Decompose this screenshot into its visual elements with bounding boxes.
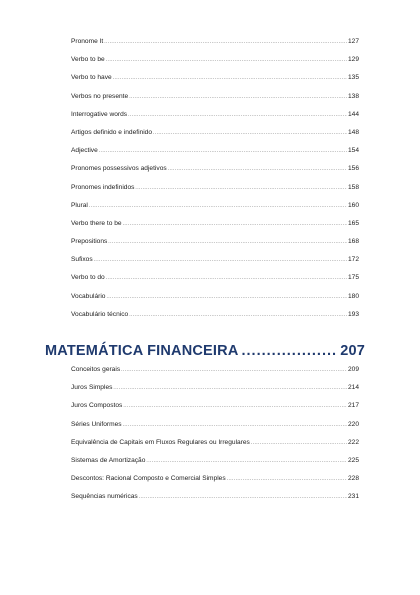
toc-entry[interactable]	[71, 111, 359, 129]
toc-entry-label: Artigos definido e indefinido	[71, 128, 153, 136]
toc-entry[interactable]	[71, 129, 359, 147]
dot-leader	[153, 130, 347, 136]
toc-entry[interactable]	[71, 274, 359, 292]
dot-leader	[106, 275, 347, 281]
dot-leader	[113, 75, 347, 81]
dot-leader	[106, 57, 347, 63]
toc-entry-label: Verbo there to be	[71, 219, 122, 227]
section-title: MATEMÁTICA FINANCEIRA	[45, 343, 239, 359]
dot-leader	[94, 257, 347, 263]
dot-leader	[123, 221, 347, 227]
toc-entry-label: Equivalência de Capitais em Fluxos Regulares ou Irregulares	[71, 438, 250, 446]
toc-entry-page: 228	[347, 475, 359, 483]
toc-entry-label: Conceitos gerais	[71, 366, 121, 373]
toc-entry-page: 165	[347, 219, 359, 227]
toc-entry-label: Sequências numéricas	[71, 493, 138, 501]
toc-entry-label: Descontos: Racional Composto e Comercial Simples	[71, 475, 226, 483]
dot-leader	[242, 343, 338, 359]
dot-leader	[89, 203, 347, 209]
dot-leader	[227, 476, 347, 482]
toc-entry[interactable]	[71, 184, 359, 202]
toc-entry-page: 214	[347, 384, 359, 392]
toc-entry-label: Plural	[71, 201, 88, 209]
toc-entry[interactable]	[71, 366, 359, 384]
toc-entry-label: Pronome It	[71, 38, 104, 45]
toc-list-matematica	[71, 366, 359, 512]
dot-leader	[251, 440, 347, 446]
toc-entry[interactable]	[71, 74, 359, 92]
toc-entry-label: Juros Simples	[71, 384, 113, 392]
dot-leader	[135, 185, 347, 191]
toc-entry-label: Séries Uniformes	[71, 420, 122, 428]
toc-entry-page: 168	[347, 238, 359, 246]
toc-entry[interactable]	[71, 165, 359, 183]
toc-entry[interactable]	[71, 402, 359, 420]
toc-entry-label: Pronomes possessivos adjetivos	[71, 165, 167, 173]
dot-leader	[108, 239, 347, 245]
dot-leader	[106, 294, 347, 300]
toc-entry-label: Sistemas de Amortização	[71, 456, 146, 464]
dot-leader	[99, 148, 347, 154]
toc-entry[interactable]	[71, 56, 359, 74]
toc-entry-label: Interrogative words	[71, 110, 128, 118]
toc-entry-label: Vocabulário técnico	[71, 310, 129, 318]
dot-leader	[146, 458, 347, 464]
toc-entry-label: Verbo to have	[71, 74, 112, 82]
dot-leader	[123, 403, 347, 409]
toc-entry[interactable]	[71, 202, 359, 220]
toc-entry-page: 144	[347, 110, 359, 118]
dot-leader	[104, 39, 347, 45]
dot-leader	[121, 367, 347, 373]
dot-leader	[129, 94, 347, 100]
toc-entry-page: 127	[347, 38, 359, 45]
dot-leader	[123, 422, 347, 428]
toc-entry-page: 222	[347, 438, 359, 446]
section-page-number: 207	[340, 343, 365, 359]
toc-entry-label: Verbos no presente	[71, 92, 129, 100]
toc-entry[interactable]	[71, 439, 359, 457]
toc-entry-page: 175	[347, 274, 359, 282]
toc-entry-page: 220	[347, 420, 359, 428]
toc-entry-page: 129	[347, 56, 359, 64]
toc-entry[interactable]	[71, 220, 359, 238]
toc-entry[interactable]	[71, 93, 359, 111]
toc-entry[interactable]	[71, 384, 359, 402]
toc-entry-label: Verbo to do	[71, 274, 105, 282]
toc-entry[interactable]	[71, 238, 359, 256]
toc-entry-label: Sufixos	[71, 256, 93, 264]
toc-entry[interactable]	[71, 475, 359, 493]
dot-leader	[113, 385, 347, 391]
toc-entry-page: 209	[347, 366, 359, 373]
toc-entry[interactable]	[71, 147, 359, 165]
toc-entry[interactable]	[71, 293, 359, 311]
toc-entry-page: 172	[347, 256, 359, 264]
toc-entry-page: 217	[347, 402, 359, 410]
toc-entry[interactable]	[71, 256, 359, 274]
section-heading[interactable]	[45, 343, 365, 359]
toc-entry-page: 135	[347, 74, 359, 82]
toc-list-english	[71, 38, 359, 329]
toc-entry-page: 156	[347, 165, 359, 173]
toc-entry-page: 138	[347, 92, 359, 100]
toc-entry[interactable]	[71, 311, 359, 329]
toc-entry-label: Pronomes indefinidos	[71, 183, 135, 191]
toc-entry-page: 158	[347, 183, 359, 191]
toc-entry-page: 180	[347, 292, 359, 300]
toc-entry-page: 154	[347, 147, 359, 155]
toc-entry[interactable]	[71, 493, 359, 511]
dot-leader	[128, 112, 347, 118]
toc-entry-label: Verbo to be	[71, 56, 105, 64]
toc-entry-label: Juros Compostos	[71, 402, 123, 410]
toc-entry[interactable]	[71, 38, 359, 56]
toc-entry[interactable]	[71, 421, 359, 439]
dot-leader	[139, 494, 347, 500]
toc-entry-page: 225	[347, 456, 359, 464]
toc-entry-page: 193	[347, 310, 359, 318]
toc-entry-label: Adjective	[71, 147, 98, 155]
toc-entry-label: Vocabulário	[71, 292, 106, 300]
toc-entry-page: 148	[347, 128, 359, 136]
toc-entry-page: 160	[347, 201, 359, 209]
toc-entry[interactable]	[71, 457, 359, 475]
toc-entry-label: Prepositions	[71, 238, 108, 246]
dot-leader	[168, 166, 347, 172]
dot-leader	[129, 312, 347, 318]
toc-entry-page: 231	[347, 493, 359, 501]
